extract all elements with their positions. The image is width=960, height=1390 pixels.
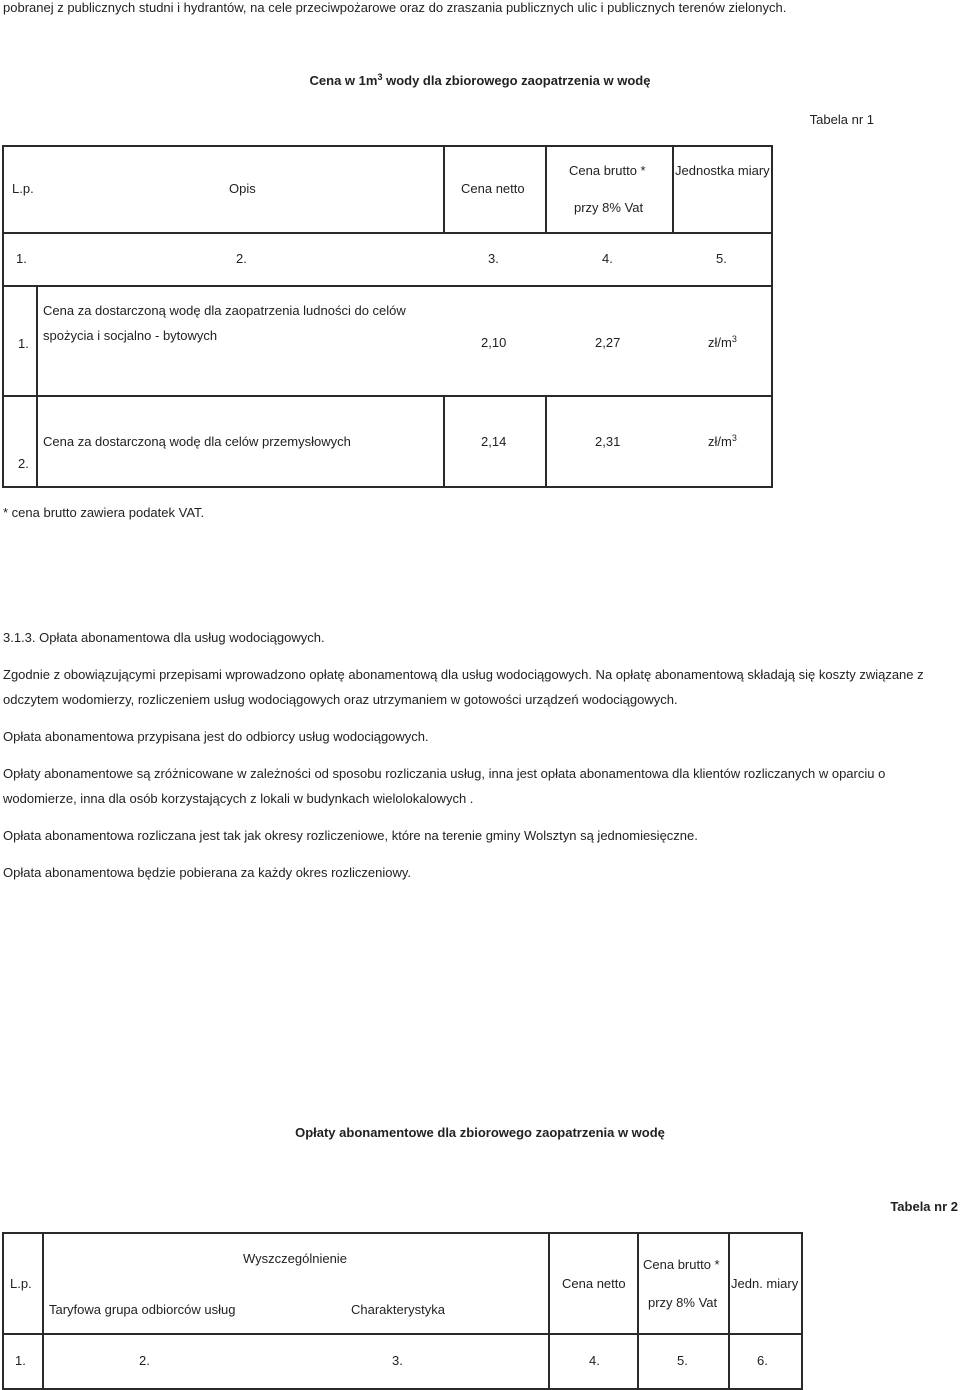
table2-col-line xyxy=(42,1232,44,1390)
table1-header-brutto: Cena brutto * xyxy=(569,163,646,178)
table2-colnum: 2. xyxy=(139,1353,150,1368)
table2-header-jednostka: Jedn. miary xyxy=(731,1276,799,1291)
row-brutto: 2,31 xyxy=(595,434,621,449)
section-paragraph: Opłaty abonamentowe są zróżnicowane w zależności od sposobu rozliczania usług, inna jest opłata abonamentowa dla klientów rozliczanych w oparciu o wodomierze, inna dla osób korzystających z lokali w budynkach wielolokalowych . xyxy=(3,766,886,806)
table2-border-left xyxy=(2,1232,4,1390)
table1-divider xyxy=(2,285,772,287)
section-paragraph: Opłata abonamentowa przypisana jest do odbiorcy usług wodociągowych. xyxy=(3,729,429,744)
table2-border-top xyxy=(2,1232,803,1234)
table1-col-line xyxy=(443,395,445,488)
table1-colnum: 2. xyxy=(236,251,247,266)
table1-header-netto: Cena netto xyxy=(461,181,525,196)
table1-col-line xyxy=(545,145,547,233)
table2-header-netto: Cena netto xyxy=(562,1276,626,1291)
table2-divider xyxy=(2,1333,803,1335)
row-opis: Cena za dostarczoną wodę dla celów przemysłowych xyxy=(43,434,351,449)
table2-header-brutto-vat: przy 8% Vat xyxy=(648,1295,718,1310)
table1-border-right xyxy=(771,145,773,488)
table2-col-line xyxy=(548,1232,550,1390)
intro-line: pobranej z publicznych studni i hydrantów, na cele przeciwpożarowe oraz do zraszania publicznych ulic i publicznych terenów zielonych. xyxy=(3,0,787,15)
table1-divider xyxy=(2,232,772,234)
table1-title: Cena w $1m^3$ wody dla zbiorowego zaopatrzenia w wodę xyxy=(309,72,651,88)
row-unit: $zł/m^3$ xyxy=(708,334,737,350)
table2-header-charakterystyka: Charakterystyka xyxy=(351,1302,445,1317)
table1-col-line xyxy=(443,145,445,233)
table1-header-brutto-vat: przy 8% Vat xyxy=(574,200,644,215)
table1-header-opis: Opis xyxy=(229,181,256,196)
table1-colnum: 4. xyxy=(602,251,613,266)
table1-colnum: 1. xyxy=(16,251,27,266)
table1-divider xyxy=(2,395,772,397)
section-paragraph: Zgodnie z obowiązującymi przepisami wprowadzono opłatę abonamentową dla usług wodociągowych. Na opłatę abonamentową składają się koszty związane z odczytem wodomierzy, rozliczeniem usług wodociągowych oraz utrzymaniem w gotowości urządzeń wodociągowych. xyxy=(3,667,924,707)
table1-header-jednostka: Jednostka miary xyxy=(675,163,770,178)
table1-col-line xyxy=(545,395,547,488)
table2-title: Opłaty abonamentowe dla zbiorowego zaopatrzenia w wodę xyxy=(295,1125,665,1140)
section-heading: 3.1.3. Opłata abonamentowa dla usług wodociągowych. xyxy=(3,630,325,645)
table2-header-grupa: Taryfowa grupa odbiorców usług xyxy=(49,1302,236,1317)
table1-label: Tabela nr 1 xyxy=(809,112,874,127)
table1-col-line xyxy=(672,145,674,233)
table1-border-left xyxy=(2,145,4,488)
table2-colnum: 4. xyxy=(589,1353,600,1368)
table2-colnum: 6. xyxy=(757,1353,768,1368)
table2-header-wyszczegolnienie: Wyszczególnienie xyxy=(243,1251,347,1266)
table2-col-line xyxy=(637,1232,639,1390)
row-lp: 2. xyxy=(18,456,29,471)
row-opis: Cena za dostarczoną wodę dla zaopatrzenia ludności do celów xyxy=(43,303,406,318)
table1-border-top xyxy=(2,145,772,147)
table2-border-right xyxy=(801,1232,803,1390)
table2-label: Tabela nr 2 xyxy=(890,1199,958,1214)
row-netto: 2,10 xyxy=(481,335,507,350)
section-paragraph: Opłata abonamentowa rozliczana jest tak jak okresy rozliczeniowe, które na terenie gminy Wolsztyn są jednomiesięczne. xyxy=(3,828,698,843)
table1-colnum: 5. xyxy=(716,251,727,266)
section-paragraph: Opłata abonamentowa będzie pobierana za każdy okres rozliczeniowy. xyxy=(3,865,412,880)
row-unit: $zł/m^3$ xyxy=(708,433,737,449)
table1-colnum: 3. xyxy=(488,251,499,266)
table1-footnote: * cena brutto zawiera podatek VAT. xyxy=(3,505,205,520)
table2-colnum: 1. xyxy=(15,1353,26,1368)
table1-header-lp: L.p. xyxy=(12,181,34,196)
table2-colnum: 3. xyxy=(392,1353,403,1368)
table1-border-bottom xyxy=(2,486,772,488)
row-lp: 1. xyxy=(18,336,29,351)
table2-header-brutto: Cena brutto * xyxy=(643,1257,720,1272)
table2-colnum: 5. xyxy=(677,1353,688,1368)
row-brutto: 2,27 xyxy=(595,335,621,350)
table2-header-lp: L.p. xyxy=(10,1276,32,1291)
row-netto: 2,14 xyxy=(481,434,507,449)
table1-col-line xyxy=(36,285,38,488)
row-opis-cont: spożycia i socjalno - bytowych xyxy=(43,328,218,343)
table2-col-line xyxy=(728,1232,730,1390)
